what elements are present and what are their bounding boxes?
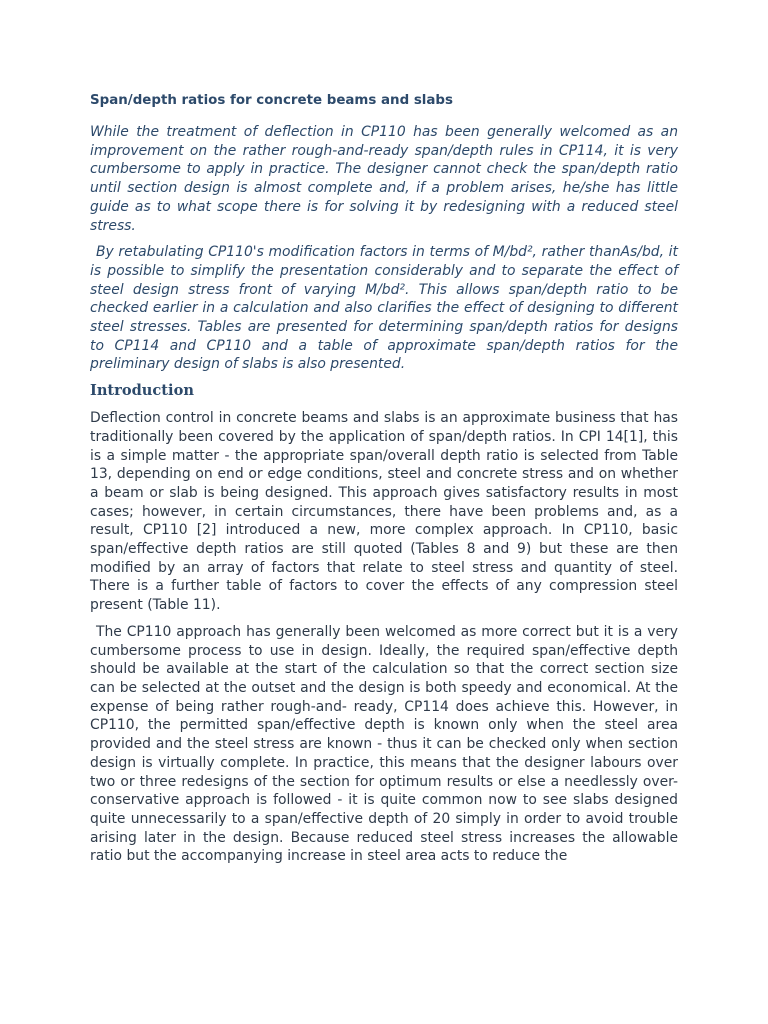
introduction-paragraph-1: Deflection control in concrete beams and slabs is an approximate business that has traditionally been covered by the application of span/depth ratios. In CPI 14[1], this is a simple matter - the appropriate span/overall depth ratio is selected from Table 13, depending on end or edge conditions, steel and concrete stress and on whether a beam or slab is being designed. This approach gives satisfactory results in most cases; however, in certain circumstances, there have been problems and, as a result, CP110 [2] introduced a new, more complex approach. In CP110, basic span/effective depth ratios are still quoted (Tables 8 and 9) but these are then modified by an array of factors that relate to steel stress and quantity of steel. There is a further table of factors to cover the effects of any compression steel present (Table 11). xyxy=(90,410,678,614)
abstract-paragraph-2: By retabulating CP110's modification factors in terms of M/bd², rather thanAs/bd, it is possible to simplify the presentation considerably and to separate the effect of steel design stress front of varying M/bd². This allows span/depth ratio to be checked earlier in a calculation and also clarifies the effect of designing to different steel stresses. Tables are presented for determining span/depth ratios for designs to CP114 and CP110 and a table of approximate span/depth ratios for the preliminary design of slabs is also presented. xyxy=(90,244,678,373)
document-title: Span/depth ratios for concrete beams and slabs xyxy=(90,93,453,108)
section-heading-introduction: Introduction xyxy=(90,382,194,400)
abstract-paragraph-1: While the treatment of deflection in CP110 has been generally welcomed as an improvement on the rather rough-and-ready span/depth rules in CP114, it is very cumbersome to apply in practice. The designer cannot check the span/depth ratio until section design is almost complete and, if a problem arises, he/she has little guide as to what scope there is for solving it by redesigning with a reduced steel stress. xyxy=(90,124,678,234)
document-page xyxy=(90,92,678,874)
introduction-paragraph-2: The CP110 approach has generally been welcomed as more correct but it is a very cumbersome process to use in design. Ideally, the required span/effective depth should be available at the start of the calculation so that the correct section size can be selected at the outset and the design is both speedy and economical. At the expense of being rather rough-and- ready, CP114 does achieve this. However, in CP110, the permitted span/effective depth is known only when the steel area provided and the steel stress are known - thus it can be checked only when section design is virtually complete. In practice, this means that the designer labours over two or three redesigns of the section for optimum results or else a needlessly over-conservative approach is followed - it is quite common now to see slabs designed quite unnecessarily to a span/effective depth of 20 simply in order to avoid trouble arising later in the design. Because reduced steel stress increases the allowable ratio but the accompanying increase in steel area acts to reduce the xyxy=(90,623,678,865)
